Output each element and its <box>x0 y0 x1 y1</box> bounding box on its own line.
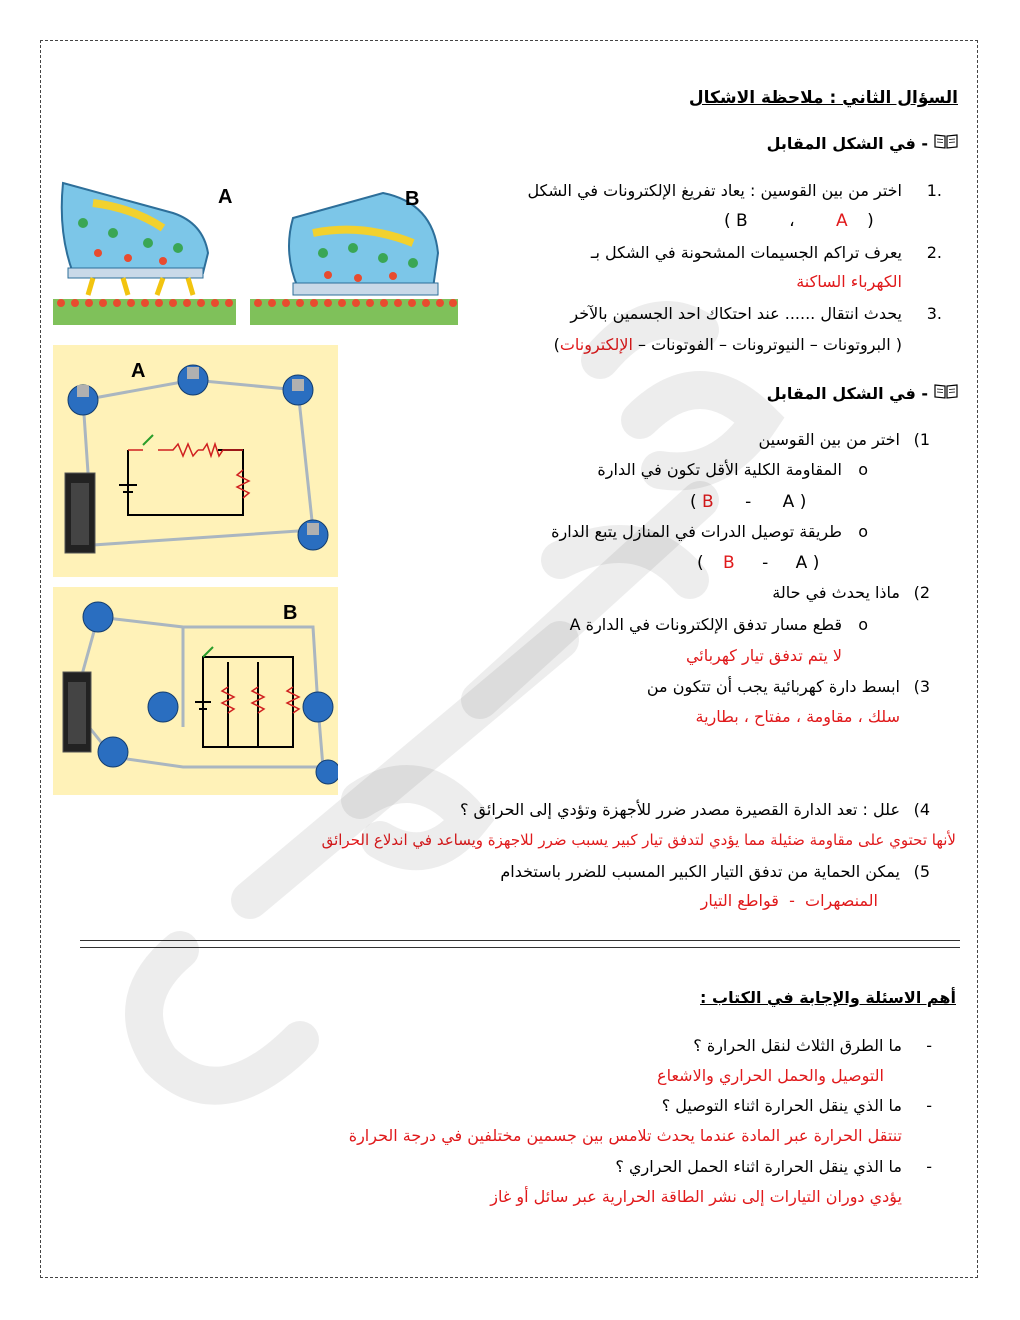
s2-q4-num: 4) <box>913 800 930 819</box>
s1-item1-num: .1 <box>926 181 942 200</box>
series-circuit-image <box>53 345 338 577</box>
s2-q3-answer: سلك ، مقاومة ، مفتاح ، بطارية <box>695 707 900 726</box>
s1-item3-num: .3 <box>926 304 942 323</box>
choice-open: ( <box>724 211 731 231</box>
s2-q4-answer: لأنها تحتوي على مقاومة ضئيلة مما يؤدي لتدفق تيار كبير يسبب ضرر للاجهزة ويساعد في اندلاع الحرائق <box>321 831 956 849</box>
book-q1: ما الطرق الثلاث لنقل الحرارة ؟ <box>693 1036 902 1055</box>
book-a3: يؤدي دوران التيارات إلى نشر الطاقة الحرارية عبر سائل أو غاز <box>490 1187 902 1206</box>
s2-q1a-choices: ( B - A ) <box>690 492 807 512</box>
s2-q5-answer: المنصهرات - قواطع التيار <box>700 891 878 910</box>
s2-q1a-text: المقاومة الكلية الأقل تكون في الدارة <box>597 460 842 479</box>
s2-q3-text: ابسط دارة كهربائية يجب أن تتكون من <box>646 677 900 696</box>
section1-heading-text: - في الشكل المقابل <box>766 134 928 153</box>
shoe-label-b: B <box>405 188 420 210</box>
options-close: ) <box>553 335 560 354</box>
book-icon <box>934 133 958 154</box>
s2-q4-text: علل : تعد الدارة القصيرة مصدر ضرر للأجهزة وتؤدي إلى الحرائق ؟ <box>459 800 900 819</box>
s2-q5-text: يمكن الحماية من تدفق التيار الكبير المسبب للضرر باستخدام <box>500 862 900 881</box>
circuit-label-b: B <box>283 602 298 624</box>
circuit-label-a: A <box>131 360 146 382</box>
s2-q2a-text: قطع مسار تدفق الإلكترونات في الدارة A <box>569 615 842 634</box>
s1-item1-choices <box>724 211 874 231</box>
choice-a-answer: A <box>836 211 848 231</box>
book-title: أهم الاسئلة والإجابة في الكتاب : <box>700 988 956 1007</box>
static-electricity-shoes-image <box>53 173 458 325</box>
question-title: السؤال الثاني : ملاحظة الاشكال <box>688 88 958 108</box>
book-a1: التوصيل والحمل الحراري والاشعاع <box>657 1066 884 1085</box>
s2-q1b-bullet: o <box>858 522 868 541</box>
s1-item1-text: اختر من بين القوسين : يعاد تفريغ الإلكترونات في الشكل <box>527 181 902 200</box>
options-text: ( البروتونات – النيوترونات – الفوتونات – <box>632 335 902 354</box>
section1-heading <box>767 133 958 154</box>
shoe-label-a: A <box>218 186 233 208</box>
s2-q1b-text: طريقة توصيل الدرات في المنازل يتبع الدارة <box>551 522 842 541</box>
book-a2: تنتقل الحرارة عبر المادة عندما يحدث تلامس بين جسمين مختلفين في درجة الحرارة <box>348 1126 902 1145</box>
book-q3: ما الذي ينقل الحرارة اثناء الحمل الحراري ؟ <box>615 1157 902 1176</box>
s2-q1-num: 1) <box>913 430 930 449</box>
s1-item2-num: .2 <box>926 243 942 262</box>
s1-item3-options <box>554 335 902 355</box>
s2-q1b-choices: ( B - A ) <box>697 553 820 573</box>
s1-item2-answer: الكهرباء الساكنة <box>796 272 902 291</box>
s1-item3-text: يحدث انتقال ...... عند احتكاك احد الجسمين بالآخر <box>570 304 902 323</box>
s2-q2a-answer: لا يتم تدفق تيار كهربائي <box>685 646 842 665</box>
s1-item2-text: يعرف تراكم الجسيمات المشحونة في الشكل بـ <box>590 243 902 262</box>
s2-q5-num: 5) <box>913 862 930 881</box>
choice-b-answer: B <box>702 492 714 512</box>
section2-heading <box>767 383 958 404</box>
s2-q2a-bullet: o <box>858 615 868 634</box>
book-q2-dash: - <box>926 1096 932 1115</box>
s2-q2-text: ماذا يحدث في حالة <box>772 583 900 602</box>
s2-q1-text: اختر من بين القوسين <box>758 430 900 449</box>
book-q3-dash: - <box>926 1157 932 1176</box>
book-icon <box>934 383 958 404</box>
section2-heading-text: - في الشكل المقابل <box>766 384 928 403</box>
choice-close: ) <box>867 211 874 231</box>
options-answer: الإلكترونات <box>559 335 633 354</box>
choice-sep: ، <box>789 211 795 231</box>
choice-b-answer: B <box>723 553 735 573</box>
s2-q2-num: 2) <box>913 583 930 602</box>
book-q1-dash: - <box>926 1036 932 1055</box>
book-q2: ما الذي ينقل الحرارة اثناء التوصيل ؟ <box>661 1096 902 1115</box>
s2-q3-num: 3) <box>913 677 930 696</box>
parallel-circuit-image <box>53 587 338 795</box>
s2-q1a-bullet: o <box>858 460 868 479</box>
choice-b: B <box>736 211 748 231</box>
